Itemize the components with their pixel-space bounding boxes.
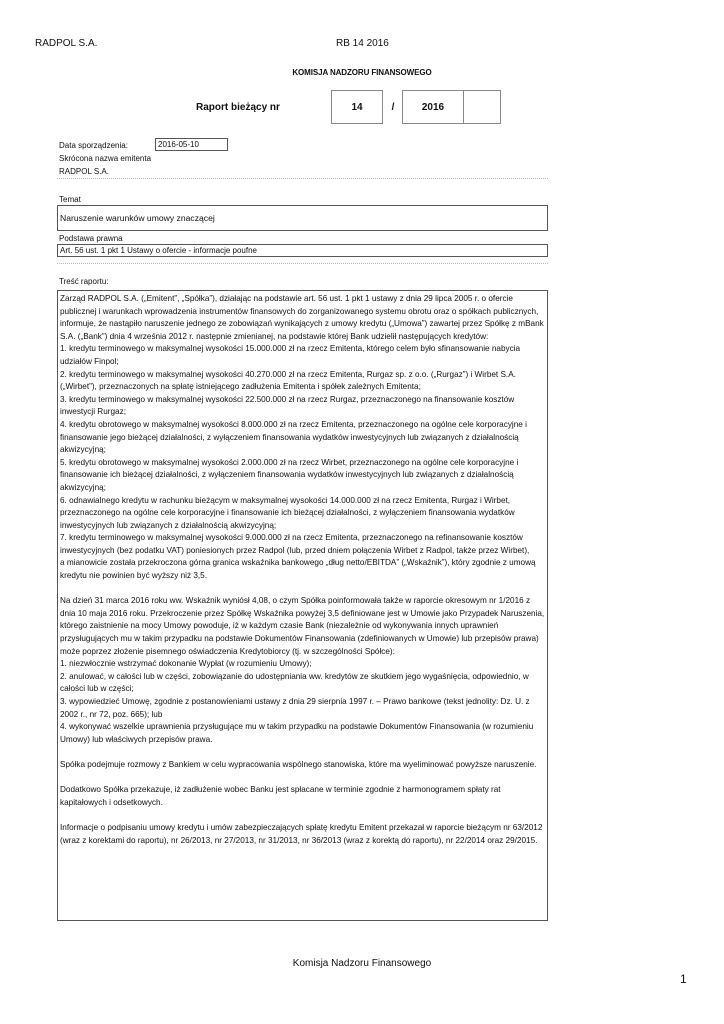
content-paragraph: 2. anulować, w całości lub w części, zobowiązanie do udostępniania ww. kredytów ze skutkiem jego wygaśnięcia, odpowiednio, w całości lub w części; [60,671,529,694]
report-content [57,290,548,921]
content-paragraph: 4. kredytu obrotowego w maksymalnej wysokości 8.000.000 zł na rzecz Emitenta, przeznaczonego na ogólne cele korporacyjne i finansowanie jego bieżącej działalności, z wyłączeniem finansowania wydatków inwestycyjnych lub związanych z działalnością akwizycyjną; [60,419,527,455]
content-paragraph: 7. kredytu terminowego w maksymalnej wysokości 9.000.000 zł na rzecz Emitenta, przeznaczonego na refinansowanie kosztów inwestycyjnych (bez podatku VAT) poniesionych przez Radpol (lub, przed dniem połączenia Wirbet z Radpol, także przez Wirbet), [60,533,530,555]
commission-title: KOMISJA NADZORU FINANSOWEGO [292,68,432,77]
header-company: RADPOL S.A. [35,38,98,49]
content-label: Treść raportu: [59,277,109,286]
page-number: 1 [680,972,687,986]
content-paragraph: 3. kredytu terminowego w maksymalnej wysokości 22.500.000 zł na rzecz Rurgaz, przeznaczonego na finansowanie kosztów inwestycji Rurgaz; [60,394,515,417]
date-label: Data sporządzenia: [59,141,128,150]
legal-basis-value: Art. 56 ust. 1 pkt 1 Ustawy o ofercie - informacje poufne [57,244,548,257]
content-paragraph: 2. kredytu terminowego w maksymalnej wysokości 40.270.000 zł na rzecz Emitenta, Rurgaz sp. z o.o. („Rurgaz”) i Wirbet S.A. („Wirbet”), przeznaczonych na spłatę istniejącego zadłużenia Emitenta i spółek zależnych Emitenta; [60,369,516,392]
subject-value: Naruszenie warunków umowy znaczącej [57,205,548,231]
report-label: Raport bieżący nr [196,102,280,113]
content-paragraph: 3. wypowiedzieć Umowę, zgodnie z postanowieniami ustawy z dnia 29 sierpnia 1997 r. – Prawo bankowe (tekst jednolity: Dz. U. z 2002 r., nr 72, poz. 665); lub [60,697,530,719]
content-paragraph: 1. kredytu terminowego w maksymalnej wysokości 15.000.000 zł na rzecz Emitenta, którego celem było sfinansowanie nabycia udziałów Finpol; [60,344,521,366]
content-paragraph: Informacje o podpisaniu umowy kredytu i umów zabezpieczających spłatę kredytu Emitent przekazał w raporcie bieżącym nr 63/2012 (wraz z korektami do raportu), nr 26/2013, nr 27/2013, nr 31/2013, nr 36/2013 (wraz z korektą do raportu), nr 22/2014 oraz 29/2015. [60,822,543,845]
content-paragraph: a mianowicie została przekroczona górna granica wskaźnika bankowego „dług netto/EBITDA” („Wskaźnik”), który zgodnie z umową kredytu nie powinien być wyższy niż 3,5. [60,558,536,581]
header-report-code: RB 14 2016 [336,38,389,49]
content-paragraph: 5. kredytu obrotowego w maksymalnej wysokości 2.000.000 zł na rzecz Wirbet, przeznaczonego na ogólne cele korporacyjne i finansowanie ich bieżącej działalności, z wyłączeniem finansowania wydatków inwestycyjnych lub związanych z działalnością akwizycyjną; [60,457,519,492]
legal-basis-label: Podstawa prawna [59,234,123,243]
content-paragraph: 4. wykonywać wszelkie uprawnienia przysługujące mu w takim przypadku na podstawie Dokumentów Finansowania (w rozumieniu Umowy) lub właściwych przepisów prawa. [60,722,534,744]
content-paragraph: 1. niezwłocznie wstrzymać dokonanie Wypłat (w rozumieniu Umowy); [60,659,312,669]
content-paragraph: 6. odnawialnego kredytu w rachunku bieżącym w maksymalnej wysokości 14.000.000 zł na rzecz Emitenta, Rurgaz i Wirbet, przeznaczonego na ogólne cele korporacyjne i finansowanie ich bieżącej działalności, z wyłączeniem finansowania wydatków inwestycyjnych lub związanych z działalnością akwizycyjną; [60,495,515,530]
divider [57,178,548,179]
divider [57,263,548,264]
content-paragraph: Spółka podejmuje rozmowy z Bankiem w celu wypracowania wspólnego stanowiska, które ma wyeliminować powyższe naruszenie. [60,759,537,769]
date-value: 2016-05-10 [155,138,228,151]
content-paragraph: Dodatkowo Spółka przekazuje, iż zadłużenie wobec Banku jest spłacane w terminie zgodnie z harmonogramem spłaty rat kapitałowych i odsetkowych. [60,785,501,807]
short-name-label: Skrócona nazwa emitenta [59,154,152,163]
report-separator: / [391,102,395,113]
report-year: 2016 [421,102,445,113]
short-name-value: RADPOL S.A. [59,167,109,176]
content-paragraph: Zarząd RADPOL S.A. („Emitent”, „Spółka”), działając na podstawie art. 56 ust. 1 pkt 1 ustawy z dnia 29 lipca 2005 r. o ofercie publicznej i warunkach wprowadzenia instrumentów finansowych do zorganizowanego systemu obrotu oraz o spółkach publicznych, informuje, że nastąpiło naruszenie jednego ze zobowiązań wynikających z umowy kredytu („Umowa”) zawartej przez Spółkę z mBank S.A. („Bank”) dnia 4 września 2012 r. następnie zmienianej, na podstawie której Bank udzielił następujących kredytów: [60,294,544,341]
subject-label: Temat [59,195,81,204]
report-extra-box [463,90,501,124]
footer-text: Komisja Nadzoru Finansowego [292,958,432,969]
report-number: 14 [351,102,363,113]
content-paragraph: Na dzień 31 marca 2016 roku ww. Wskaźnik wyniósł 4,08, o czym Spółka poinformowała także w raporcie okresowym nr 1/2016 z dnia 10 maja 2016 roku. Przekroczenie przez Spółkę Wskaźnika powyżej 3,5 definiowane jest w Umowie jako Przypadek Naruszenia, którego zaistnienie na mocy Umowy powoduje, iż w każdym czasie Bank (niezależnie od wykonywania innych uprawnień przysługujących mu w takim przypadku na podstawie Dokumentów Finansowania (zdefiniowanych w Umowie) lub przepisów prawa) może poprzez złożenie pisemnego oświadczenia Kredytobiorcy (tj. w szczególności Spółce): [60,596,545,656]
